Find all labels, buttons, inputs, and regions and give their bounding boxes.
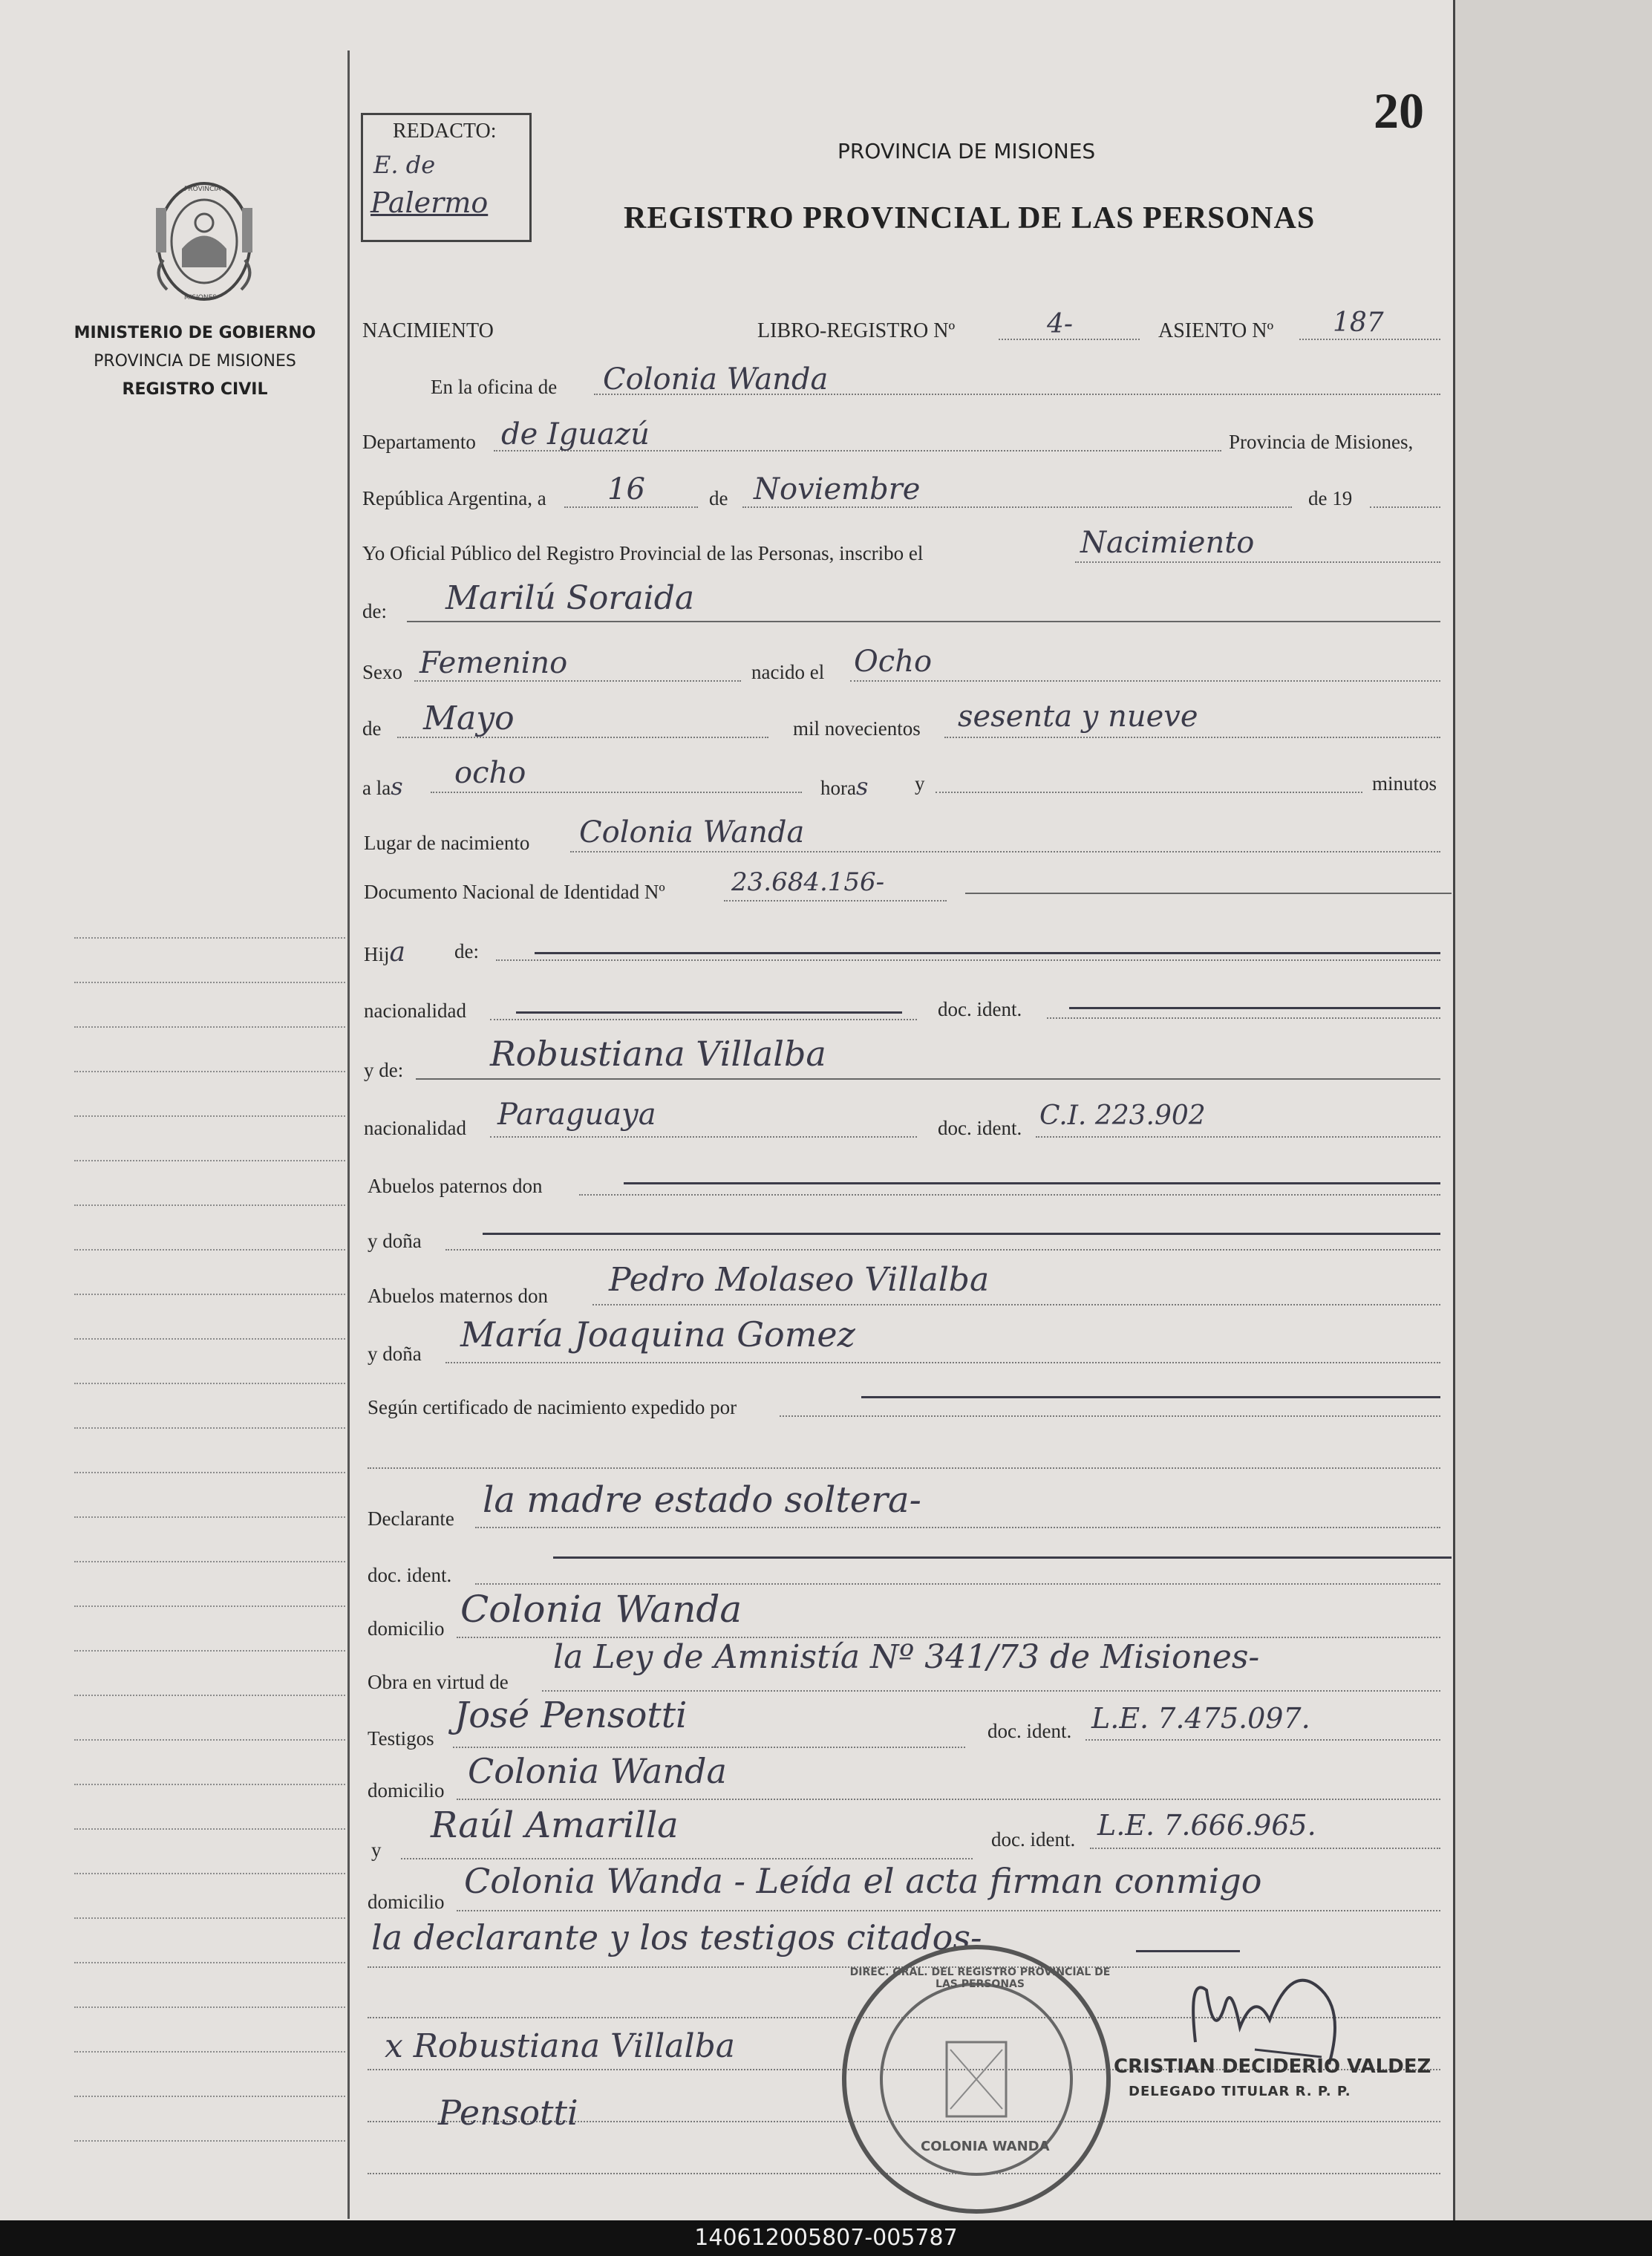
lugar-value: Colonia Wanda [579, 815, 805, 850]
nacimiento-label: NACIMIENTO [362, 319, 494, 342]
stamp-bottom-text: COLONIA WANDA [921, 2139, 1050, 2154]
domicilio3-line [457, 1910, 1440, 1911]
sexo-label: Sexo [362, 661, 402, 683]
nac1-line [490, 1019, 917, 1020]
anio-value: sesenta y nueve [958, 700, 1198, 734]
lugar-label: Lugar de nacimiento [364, 832, 530, 854]
margin-rule [74, 1026, 345, 1028]
de19-label: de 19 [1308, 487, 1353, 509]
sexo-value: Femenino [419, 646, 568, 680]
abuelos-mat-line [592, 1304, 1440, 1305]
stamp-text: DIREC. GRAL. DEL REGISTRO PROVINCIAL DE LAS PERSONAS [849, 1966, 1111, 1990]
abuelos-mat-label: Abuelos maternos don [368, 1285, 548, 1307]
margin-rule [74, 1828, 345, 1830]
redacto-hand-1: E. de [373, 151, 436, 179]
margin-rule [74, 1160, 345, 1161]
anio-line [1370, 506, 1440, 508]
departamento-value: de Iguazú [501, 417, 650, 451]
de-label: de [709, 487, 728, 509]
ministry-line-2: PROVINCIA DE MISIONES [94, 352, 296, 371]
province-heading: PROVINCIA DE MISIONES [838, 139, 1096, 163]
alas-suffix: s [391, 772, 403, 801]
yde-label: y de: [364, 1059, 404, 1081]
testigo2-line [401, 1858, 973, 1859]
nac2-label: nacionalidad [364, 1117, 466, 1139]
sexo-line [414, 680, 741, 682]
libro-label: LIBRO-REGISTRO Nº [757, 319, 956, 342]
docident1-line [1047, 1017, 1440, 1019]
nombre-value: Marilú Soraida [445, 579, 695, 617]
official-signature-icon [1143, 1946, 1396, 2072]
official-title: DELEGADO TITULAR R. P. P. [1129, 2084, 1351, 2099]
docident3-label: doc. ident. [368, 1564, 452, 1586]
mes-value: Noviembre [754, 472, 921, 506]
margin-rule [74, 1294, 345, 1295]
hij-de-label: de: [454, 940, 479, 962]
domicilio1-value: Colonia Wanda [460, 1588, 742, 1631]
registry-heading: REGISTRO PROVINCIAL DE LAS PERSONAS [624, 201, 1316, 235]
ydona1-line [445, 1249, 1440, 1251]
docident5-label: doc. ident. [991, 1828, 1076, 1851]
margin-rule [74, 1249, 345, 1251]
margin-rule [74, 1605, 345, 1607]
redacto-hand-2: Palermo [370, 186, 489, 219]
ydona2-label: y doña [368, 1343, 422, 1365]
hora-value: ocho [454, 756, 526, 790]
obra-value: la Ley de Amnistía Nº 341/73 de Misiones- [553, 1638, 1260, 1676]
margin-rule [74, 1383, 345, 1384]
docident4-value: L.E. 7.475.097. [1091, 1702, 1310, 1735]
de-colon-label: de: [362, 600, 387, 622]
hij-text: Hij [364, 943, 390, 965]
asiento-value: 187 [1333, 307, 1384, 338]
alas-text: a la [362, 777, 391, 799]
docident1-fill-line [1069, 1007, 1440, 1009]
official-name: CRISTIAN DECIDERIO VALDEZ [1114, 2055, 1431, 2078]
margin-rule [74, 937, 345, 939]
docident5-line [1090, 1848, 1440, 1849]
declarante-value: la madre estado soltera- [483, 1479, 921, 1521]
ministry-line-3: REGISTRO CIVIL [122, 380, 268, 399]
segun-label: Según certificado de nacimiento expedido por [368, 1396, 737, 1418]
margin-rule [74, 2140, 345, 2142]
domicilio2-value: Colonia Wanda [468, 1751, 727, 1791]
minutos-line [936, 792, 1362, 793]
margin-rule [74, 1739, 345, 1741]
domicilio2-label: domicilio [368, 1779, 445, 1802]
mes-line [742, 506, 1292, 508]
docident2-line [1036, 1136, 1440, 1138]
horas-label [820, 772, 868, 801]
declarante-line [475, 1527, 1440, 1528]
domicilio2-line [457, 1799, 1440, 1800]
asiento-label: ASIENTO Nº [1158, 319, 1274, 342]
testigo1-line [453, 1747, 965, 1748]
republica-label: República Argentina, a [362, 487, 546, 509]
inscribo-line [1075, 561, 1440, 563]
docident1-label: doc. ident. [938, 998, 1022, 1020]
docident3-line [475, 1583, 1440, 1585]
lugar-line [570, 851, 1440, 852]
abuelos-pat-line [579, 1194, 1440, 1196]
docident2-label: doc. ident. [938, 1117, 1022, 1139]
margin-rule [74, 1784, 345, 1785]
minutos-label: minutos [1372, 772, 1437, 795]
docident2-value: C.I. 223.902 [1039, 1101, 1206, 1131]
seal-top-text: PROVINCIA [184, 186, 221, 193]
anio-nac-line [944, 737, 1440, 738]
abuela-mat-value: María Joaquina Gomez [460, 1314, 855, 1354]
margin-rule [74, 1873, 345, 1874]
de-mes-label: de [362, 717, 382, 740]
y-label: y [915, 772, 925, 795]
margin-rule [74, 1338, 345, 1340]
nac1-fill-line [516, 1011, 902, 1014]
redacto-label: REDACTO: [393, 120, 497, 143]
testigo1-value: José Pensotti [454, 1695, 688, 1736]
margin-rule [74, 1071, 345, 1072]
dni-fill-line [965, 893, 1452, 894]
y2-label: y [371, 1839, 382, 1861]
segun-fill-line [861, 1396, 1440, 1398]
dni-value: 23.684.156- [731, 867, 885, 897]
margin-rule [74, 2096, 345, 2097]
signature-1: x Robustiana Villalba [385, 2027, 735, 2065]
page-number: 20 [1374, 82, 1424, 139]
nacido-label: nacido el [751, 661, 825, 683]
hij-suffix: a [389, 937, 405, 968]
nombre-line [407, 621, 1440, 622]
redacto-box [361, 113, 532, 242]
margin-rule [74, 1516, 345, 1518]
asiento-line [1299, 339, 1440, 340]
abuelos-pat-label: Abuelos paternos don [368, 1175, 543, 1197]
margin-rule [74, 1962, 345, 1963]
ydona2-line [445, 1362, 1440, 1363]
libro-value: 4- [1047, 309, 1074, 339]
margin-rule [74, 1917, 345, 1919]
provincia-label: Provincia de Misiones, [1229, 431, 1414, 453]
docident5-value: L.E. 7.666.965. [1097, 1809, 1316, 1842]
page-right-edge-line [1453, 0, 1455, 2220]
hij-line [496, 959, 1440, 961]
docident4-line [1085, 1739, 1440, 1741]
nacido-line [850, 680, 1440, 682]
testigo2-value: Raúl Amarilla [431, 1805, 679, 1846]
hij-fill-line [535, 952, 1440, 954]
hora-line [431, 792, 802, 793]
dia-line [564, 506, 698, 508]
margin-rule [74, 2051, 345, 2053]
docident4-label: doc. ident. [987, 1720, 1072, 1742]
margin-rule [74, 982, 345, 983]
segun-line [780, 1415, 1440, 1417]
mil-label: mil novecientos [793, 717, 921, 740]
obra-line [542, 1690, 1440, 1692]
alas-label [362, 772, 403, 801]
horas-suffix: s [855, 772, 869, 801]
docident3-fill-line [553, 1556, 1452, 1559]
declarante-label: Declarante [368, 1507, 454, 1530]
oficina-value: Colonia Wanda [603, 362, 829, 397]
margin-rule [74, 1561, 345, 1562]
nac2-line [490, 1136, 917, 1138]
ydona1-label: y doña [368, 1230, 422, 1252]
domicilio3-label: domicilio [368, 1891, 445, 1913]
seal-bottom-text: MISIONES [184, 294, 218, 301]
margin-rule [74, 1695, 345, 1696]
domicilio1-label: domicilio [368, 1617, 445, 1640]
dni-label: Documento Nacional de Identidad Nº [364, 881, 665, 903]
nacido-value: Ocho [854, 645, 933, 679]
signature-2: Pensotti [438, 2093, 578, 2133]
provincial-seal-icon [148, 178, 260, 308]
nac2-value: Paraguaya [497, 1098, 656, 1132]
continuation-value: la declarante y los testigos citados- [371, 1917, 982, 1957]
nac1-label: nacionalidad [364, 1000, 466, 1022]
abuelos-pat-fill-line [624, 1182, 1440, 1184]
margin-rule [74, 1472, 345, 1473]
nac-mes-value: Mayo [423, 700, 515, 737]
margin-rule [74, 1115, 345, 1117]
obra-label: Obra en virtud de [368, 1671, 509, 1693]
abuelo-mat-value: Pedro Molaseo Villalba [609, 1261, 990, 1299]
ministry-line-1: MINISTERIO DE GOBIERNO [74, 324, 316, 342]
dia-value: 16 [607, 472, 645, 506]
margin-rule [74, 1650, 345, 1652]
dni-line [724, 900, 947, 902]
ydona1-fill-line [483, 1233, 1440, 1235]
margin-line [347, 50, 350, 2219]
segun-line-2 [368, 1467, 1440, 1469]
oficina-label: En la oficina de [431, 376, 558, 398]
inscribo-value: Nacimiento [1080, 526, 1255, 560]
madre-line [416, 1078, 1440, 1080]
margin-rule [74, 1204, 345, 1206]
ministry-block [59, 319, 330, 404]
yo-oficial-label: Yo Oficial Público del Registro Provincial de las Personas, inscribo el [362, 542, 924, 564]
image-id-bar [0, 2220, 1652, 2256]
testigos-label: Testigos [368, 1727, 434, 1750]
image-id: 140612005807-005787 [694, 2225, 958, 2251]
page-edge [1455, 0, 1652, 2220]
departamento-label: Departamento [362, 431, 476, 453]
margin-rule [74, 2006, 345, 2008]
hij-label [364, 937, 405, 968]
horas-text: hora [820, 777, 856, 799]
domicilio3-value: Colonia Wanda - Leída el acta firman conmigo [464, 1861, 1262, 1901]
margin-rule [74, 1427, 345, 1429]
madre-value: Robustiana Villalba [490, 1034, 826, 1074]
